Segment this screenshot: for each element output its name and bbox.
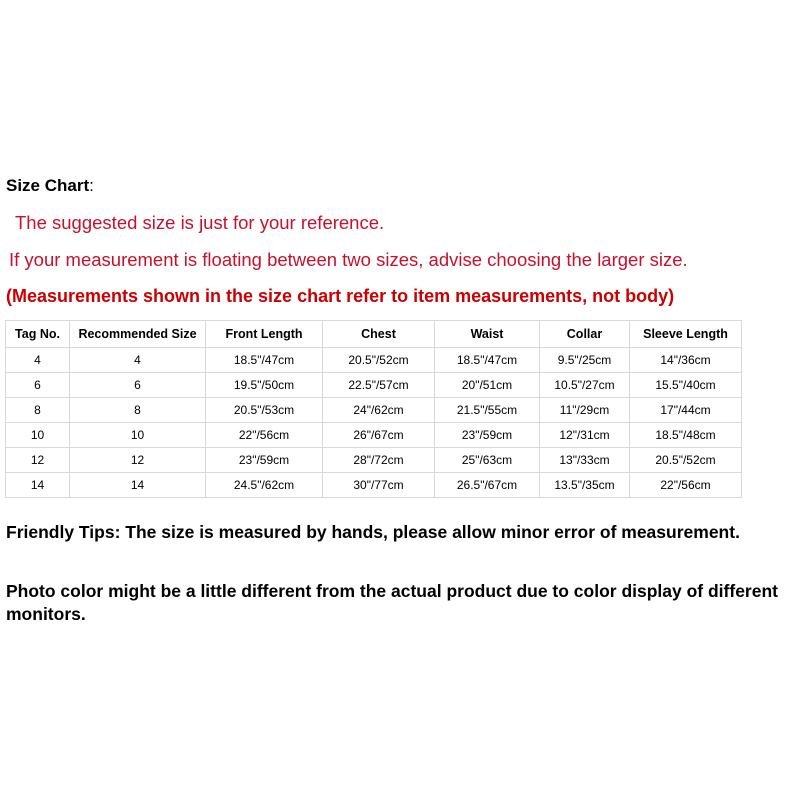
table-cell: 18.5"/48cm xyxy=(630,423,742,448)
header-sleeve-length: Sleeve Length xyxy=(630,321,742,348)
table-cell: 22"/56cm xyxy=(630,473,742,498)
table-cell: 26"/67cm xyxy=(323,423,435,448)
table-cell: 12 xyxy=(70,448,206,473)
table-cell: 20"/51cm xyxy=(435,373,540,398)
table-row xyxy=(6,423,742,448)
table-cell: 10 xyxy=(6,423,70,448)
table-cell: 24"/62cm xyxy=(323,398,435,423)
table-cell: 21.5"/55cm xyxy=(435,398,540,423)
table-cell: 19.5"/50cm xyxy=(206,373,323,398)
table-cell: 14"/36cm xyxy=(630,348,742,373)
table-row xyxy=(6,473,742,498)
header-front-length: Front Length xyxy=(206,321,323,348)
header-recommended-size: Recommended Size xyxy=(70,321,206,348)
table-cell: 15.5"/40cm xyxy=(630,373,742,398)
table-cell: 25"/63cm xyxy=(435,448,540,473)
table-cell: 22.5"/57cm xyxy=(323,373,435,398)
header-waist: Waist xyxy=(435,321,540,348)
header-collar: Collar xyxy=(540,321,630,348)
table-cell: 23"/59cm xyxy=(435,423,540,448)
header-tag-no: Tag No. xyxy=(6,321,70,348)
table-row xyxy=(6,373,742,398)
table-cell: 10 xyxy=(70,423,206,448)
table-cell: 18.5"/47cm xyxy=(206,348,323,373)
table-cell: 26.5"/67cm xyxy=(435,473,540,498)
size-chart-title-colon: : xyxy=(89,176,94,195)
table-cell: 30"/77cm xyxy=(323,473,435,498)
larger-size-advice: If your measurement is floating between two sizes, advise choosing the larger size. xyxy=(9,249,688,270)
size-chart-title-text: Size Chart xyxy=(6,176,90,195)
table-cell: 12"/31cm xyxy=(540,423,630,448)
table-cell: 13"/33cm xyxy=(540,448,630,473)
table-header-row xyxy=(6,321,742,348)
table-cell: 18.5"/47cm xyxy=(435,348,540,373)
size-chart-title xyxy=(6,176,94,196)
table-cell: 9.5"/25cm xyxy=(540,348,630,373)
table-cell: 12 xyxy=(6,448,70,473)
reference-note: The suggested size is just for your reference. xyxy=(15,212,385,233)
table-cell: 8 xyxy=(6,398,70,423)
table-cell: 11"/29cm xyxy=(540,398,630,423)
table-cell: 22"/56cm xyxy=(206,423,323,448)
table-cell: 20.5"/52cm xyxy=(630,448,742,473)
table-cell: 20.5"/53cm xyxy=(206,398,323,423)
table-row xyxy=(6,348,742,373)
item-measurement-note: (Measurements shown in the size chart refer to item measurements, not body) xyxy=(6,286,675,306)
table-cell: 20.5"/52cm xyxy=(323,348,435,373)
table-cell: 6 xyxy=(6,373,70,398)
table-cell: 13.5"/35cm xyxy=(540,473,630,498)
photo-color-tip: Photo color might be a little different from the actual product due to color display of different monitors. xyxy=(6,581,778,624)
friendly-tips: Friendly Tips: The size is measured by hands, please allow minor error of measurement. xyxy=(6,522,740,542)
table-cell: 4 xyxy=(6,348,70,373)
table-cell: 14 xyxy=(6,473,70,498)
table-row xyxy=(6,398,742,423)
size-table xyxy=(5,320,742,498)
table-cell: 23"/59cm xyxy=(206,448,323,473)
table-row xyxy=(6,448,742,473)
table-cell: 14 xyxy=(70,473,206,498)
header-chest: Chest xyxy=(323,321,435,348)
table-cell: 17"/44cm xyxy=(630,398,742,423)
table-cell: 28"/72cm xyxy=(323,448,435,473)
table-cell: 10.5"/27cm xyxy=(540,373,630,398)
table-cell: 8 xyxy=(70,398,206,423)
table-cell: 24.5"/62cm xyxy=(206,473,323,498)
table-cell: 4 xyxy=(70,348,206,373)
table-cell: 6 xyxy=(70,373,206,398)
